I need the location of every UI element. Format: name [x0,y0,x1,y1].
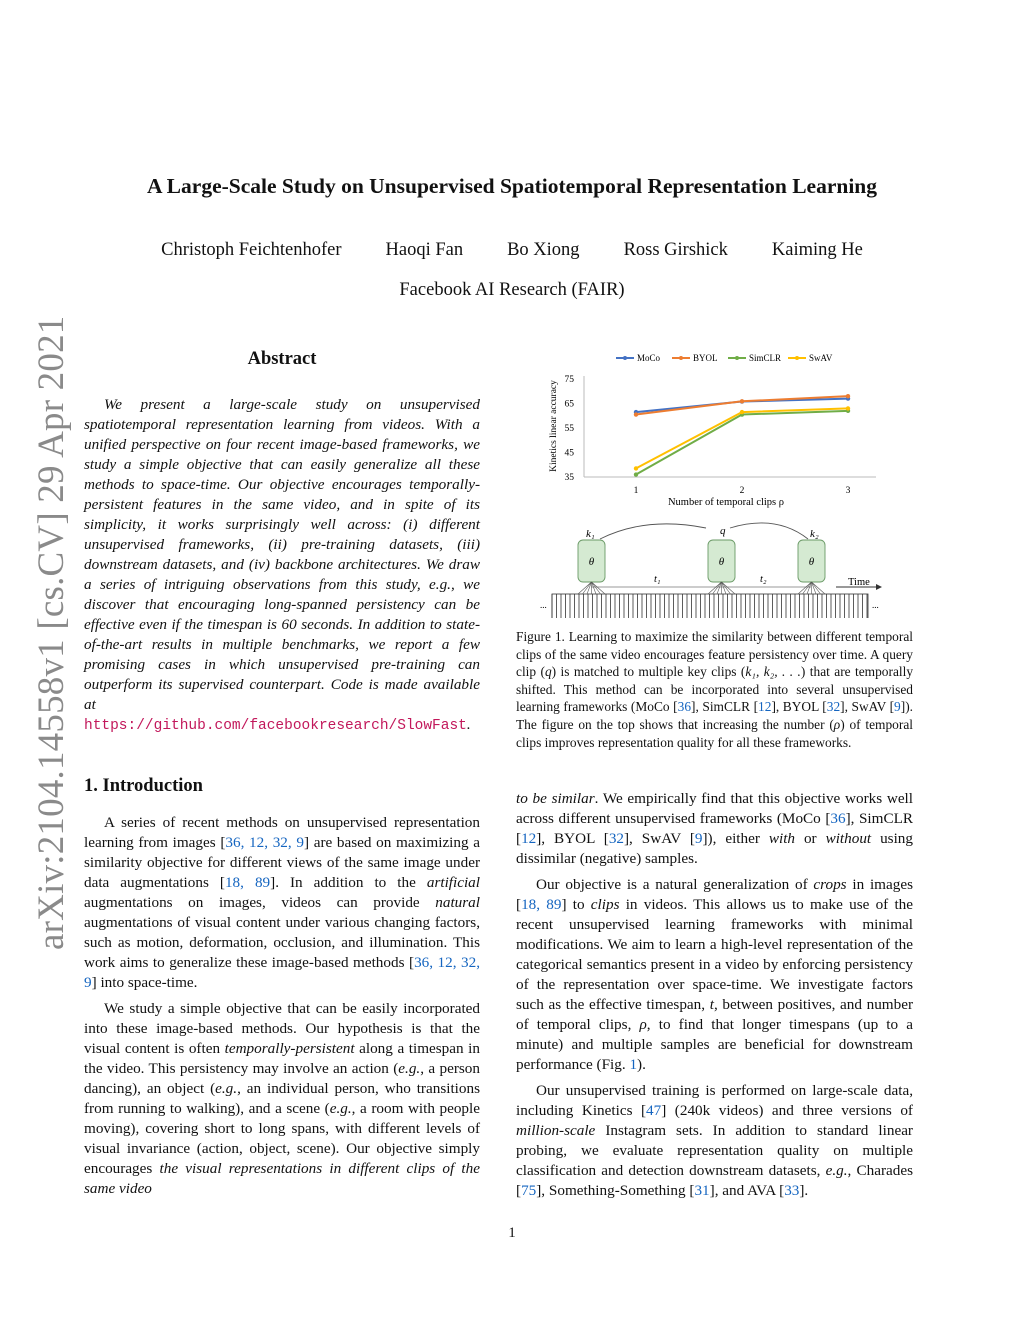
data-point [740,410,744,414]
figure-caption: Figure 1. Learning to maximize the similarity between different temporal clips of the same video encourages feature persistency over time. A query clip (q) is matched to multiple key clips (k₁, k₂, . . .) that are temporally shifted. This method can be incorporated into several unsupervised learning frameworks (MoCo [36], SimCLR [12], BYOL [32], SwAV [9]). The figure on the top shows that increasing the number (ρ) of temporal clips improves representation quality for all these frameworks. [516,629,914,750]
citation[interactable]: 9 [894,699,901,715]
caption-label: Figure 1. [516,629,565,644]
figure-reference[interactable]: 1 [629,1056,638,1073]
y-tick-label: 35 [564,473,574,483]
x-axis-label: Number of temporal clips ρ [667,497,785,508]
legend-marker [735,356,739,360]
frame-strip [552,582,868,618]
author: Christoph Feichtenhofer [161,240,342,260]
chart-legend [616,353,833,363]
citation[interactable]: 12 [758,699,772,715]
x-tick-label: 1 [633,486,639,496]
chart-series [634,394,850,477]
arc-q-k1 [600,524,706,539]
theta-q: θ [718,556,725,568]
section-heading-introduction: 1. Introduction [84,776,203,796]
theta-k1: θ [588,556,595,568]
frame-strip-border [552,594,868,618]
series-line-simclr [636,411,848,475]
legend-entry: BYOL [693,353,718,363]
abstract-body [84,395,480,736]
clip-connector [803,582,812,594]
clip-connector [592,582,601,594]
clip-connector [812,582,821,594]
citation[interactable]: 36 [830,810,846,827]
ellipsis-right: ... [872,600,879,610]
right-paragraph-2: Our objective is a natural generalization of crops in images [18, 89] to clips in videos. This allows us to make use of the recent unsupervised learning frameworks with minimal modifications. We aim to learn a high-level representation of the categorical semantics present in a video by enforcing persistency of the representation over space-time. We investigate factors such as the effective timespan, t, between positives, and number of temporal clips, ρ, to find that longer timespans (up to a minute) and multiple samples are beneficial for downstream performance (Fig. 1). [516,876,914,1073]
intro-paragraph-2: We study a simple objective that can be easily incorporated into these image-based methods. Our hypothesis is that the visual content is often temporally-persistent along a timespan in the video. This persistency may involve an action (e.g., a person dancing), an object (e.g., an individual person, who transitions from running to walking), and a scene (e.g., a room with people moving), covering short to long spans, with different levels of visual invariance (action, object, scene). Our objective simply encourages the visual representations in different clips of the same video [84,1000,480,1197]
clip-connector [713,582,722,594]
x-tick-label: 2 [739,486,745,496]
accuracy-chart [549,353,876,508]
legend-marker [623,356,627,360]
citation[interactable]: 47 [646,1102,662,1119]
paper-title: A Large-Scale Study on Unsupervised Spatiotemporal Representation Learning [146,174,878,198]
figure-1 [516,346,916,618]
introduction-body [84,813,480,1205]
author-list [0,240,1024,261]
ellipsis-left: ... [540,600,547,610]
citation[interactable]: 18, 89 [521,896,562,913]
citation[interactable]: 36, 12, 32, 9 [84,954,481,991]
label-t2: t₂ [760,574,767,585]
author: Kaiming He [771,240,863,260]
citation[interactable]: 18, 89 [224,874,271,891]
legend-marker [795,356,799,360]
citation[interactable]: 32 [608,830,624,847]
data-point [740,399,744,403]
data-point [846,406,850,410]
arxiv-side-stamp: arXiv:2104.14558v1 [cs.CV] 29 Apr 2021 [31,315,72,950]
citation[interactable]: 36 [677,699,692,715]
theta-k2: θ [808,556,815,568]
clip-connector [722,582,731,594]
time-arrow-head [876,584,882,590]
label-k2: k₂ [810,528,819,540]
label-q: q [720,525,726,537]
citation[interactable]: 12 [521,830,537,847]
page-number: 1 [508,1225,516,1241]
abstract-text: We present a large-scale study on unsupervised spatiotemporal representation learning from videos. With a unified perspective on four recent image-based frameworks, we study a simple objective that can easily generalize all these methods to space-time. Our objective encourages temporally-persistent features in the same video, and in spite of its simplicity, it works surprisingly well across: (i) different unsupervised frameworks, (ii) pre-training datasets, (iii) downstream datasets, and (iv) backbone architectures. We draw a series of intriguing observations from this study, e.g., we discover that encouraging long-spanned persistency can be effective even if the timespan is 60 seconds. In addition to state-of-the-art results in multiple benchmarks, we report a few promising cases in which unsupervised pre-training can outperform its supervised counterpart. Code is made available at [84,396,480,713]
legend-entry: MoCo [637,353,661,363]
clip-connector [583,582,592,594]
right-paragraph-3: Our unsupervised training is performed on large-scale data, including Kinetics [47] (240k videos) and three versions of million-scale Instagram sets. In addition to standard linear probing, we evaluate representation quality on multiple classification and detection downstream datasets, e.g., Charades [75], Something-Something [31], and AVA [33]. [516,1082,913,1199]
author: Haoqi Fan [385,240,464,260]
y-tick-label: 55 [564,424,574,434]
citation[interactable]: 31 [694,1182,710,1199]
citation[interactable]: 33 [784,1182,800,1199]
author: Bo Xiong [507,240,580,260]
y-tick-label: 65 [564,399,574,410]
y-tick-labels [565,375,575,483]
code-link[interactable]: https://github.com/facebookresearch/SlowFast [84,718,467,734]
abstract-heading: Abstract [247,349,317,369]
citation[interactable]: 36, 12, 32, 9 [225,834,304,851]
abstract-end: . [466,716,471,733]
citation[interactable]: 32 [826,699,841,715]
y-tick-label: 45 [564,448,574,459]
legend-entry: SwAV [809,353,833,363]
data-point [634,466,638,470]
label-k1: k₁ [586,528,595,540]
data-point [846,394,850,398]
citation[interactable]: 75 [521,1182,537,1199]
citation[interactable]: 9 [694,830,703,847]
author: Ross Girshick [623,240,728,260]
right-column-body [516,789,913,1207]
x-tick-labels [634,486,851,496]
arc-q-k2 [730,523,808,539]
y-axis-label: Kinetics linear accuracy [549,380,559,472]
x-tick-label: 3 [845,486,851,496]
series-line-swav [636,408,848,468]
right-paragraph-1: to be similar. We empirically find that this objective works well across different unsupervised frameworks (MoCo [36], SimCLR [12], BYOL [32], SwAV [9]), either with or without using dissimilar (negative) samples. [516,790,913,867]
label-time: Time [848,577,870,588]
legend-entry: SimCLR [749,353,782,363]
data-point [634,472,638,476]
y-tick-label: 75 [564,375,574,385]
data-point [634,412,638,416]
legend-marker [679,356,683,360]
affiliation: Facebook AI Research (FAIR) [399,280,625,300]
label-t1: t₁ [654,574,661,585]
intro-paragraph-1: A series of recent methods on unsupervised representation learning from images [36, 12, 32, 9] are based on maximizing a similarity objective for different views of the same image under data augmentations [18, 89]. In addition to the artificial augmentations on images, videos can provide natural augmentations of visual content under various changing factors, such as motion, deformation, occlusion, and illumination. This work aims to generalize these image-based methods [36, 12, 32, 9] into space-time. [84,814,481,991]
clip-diagram [540,523,882,618]
